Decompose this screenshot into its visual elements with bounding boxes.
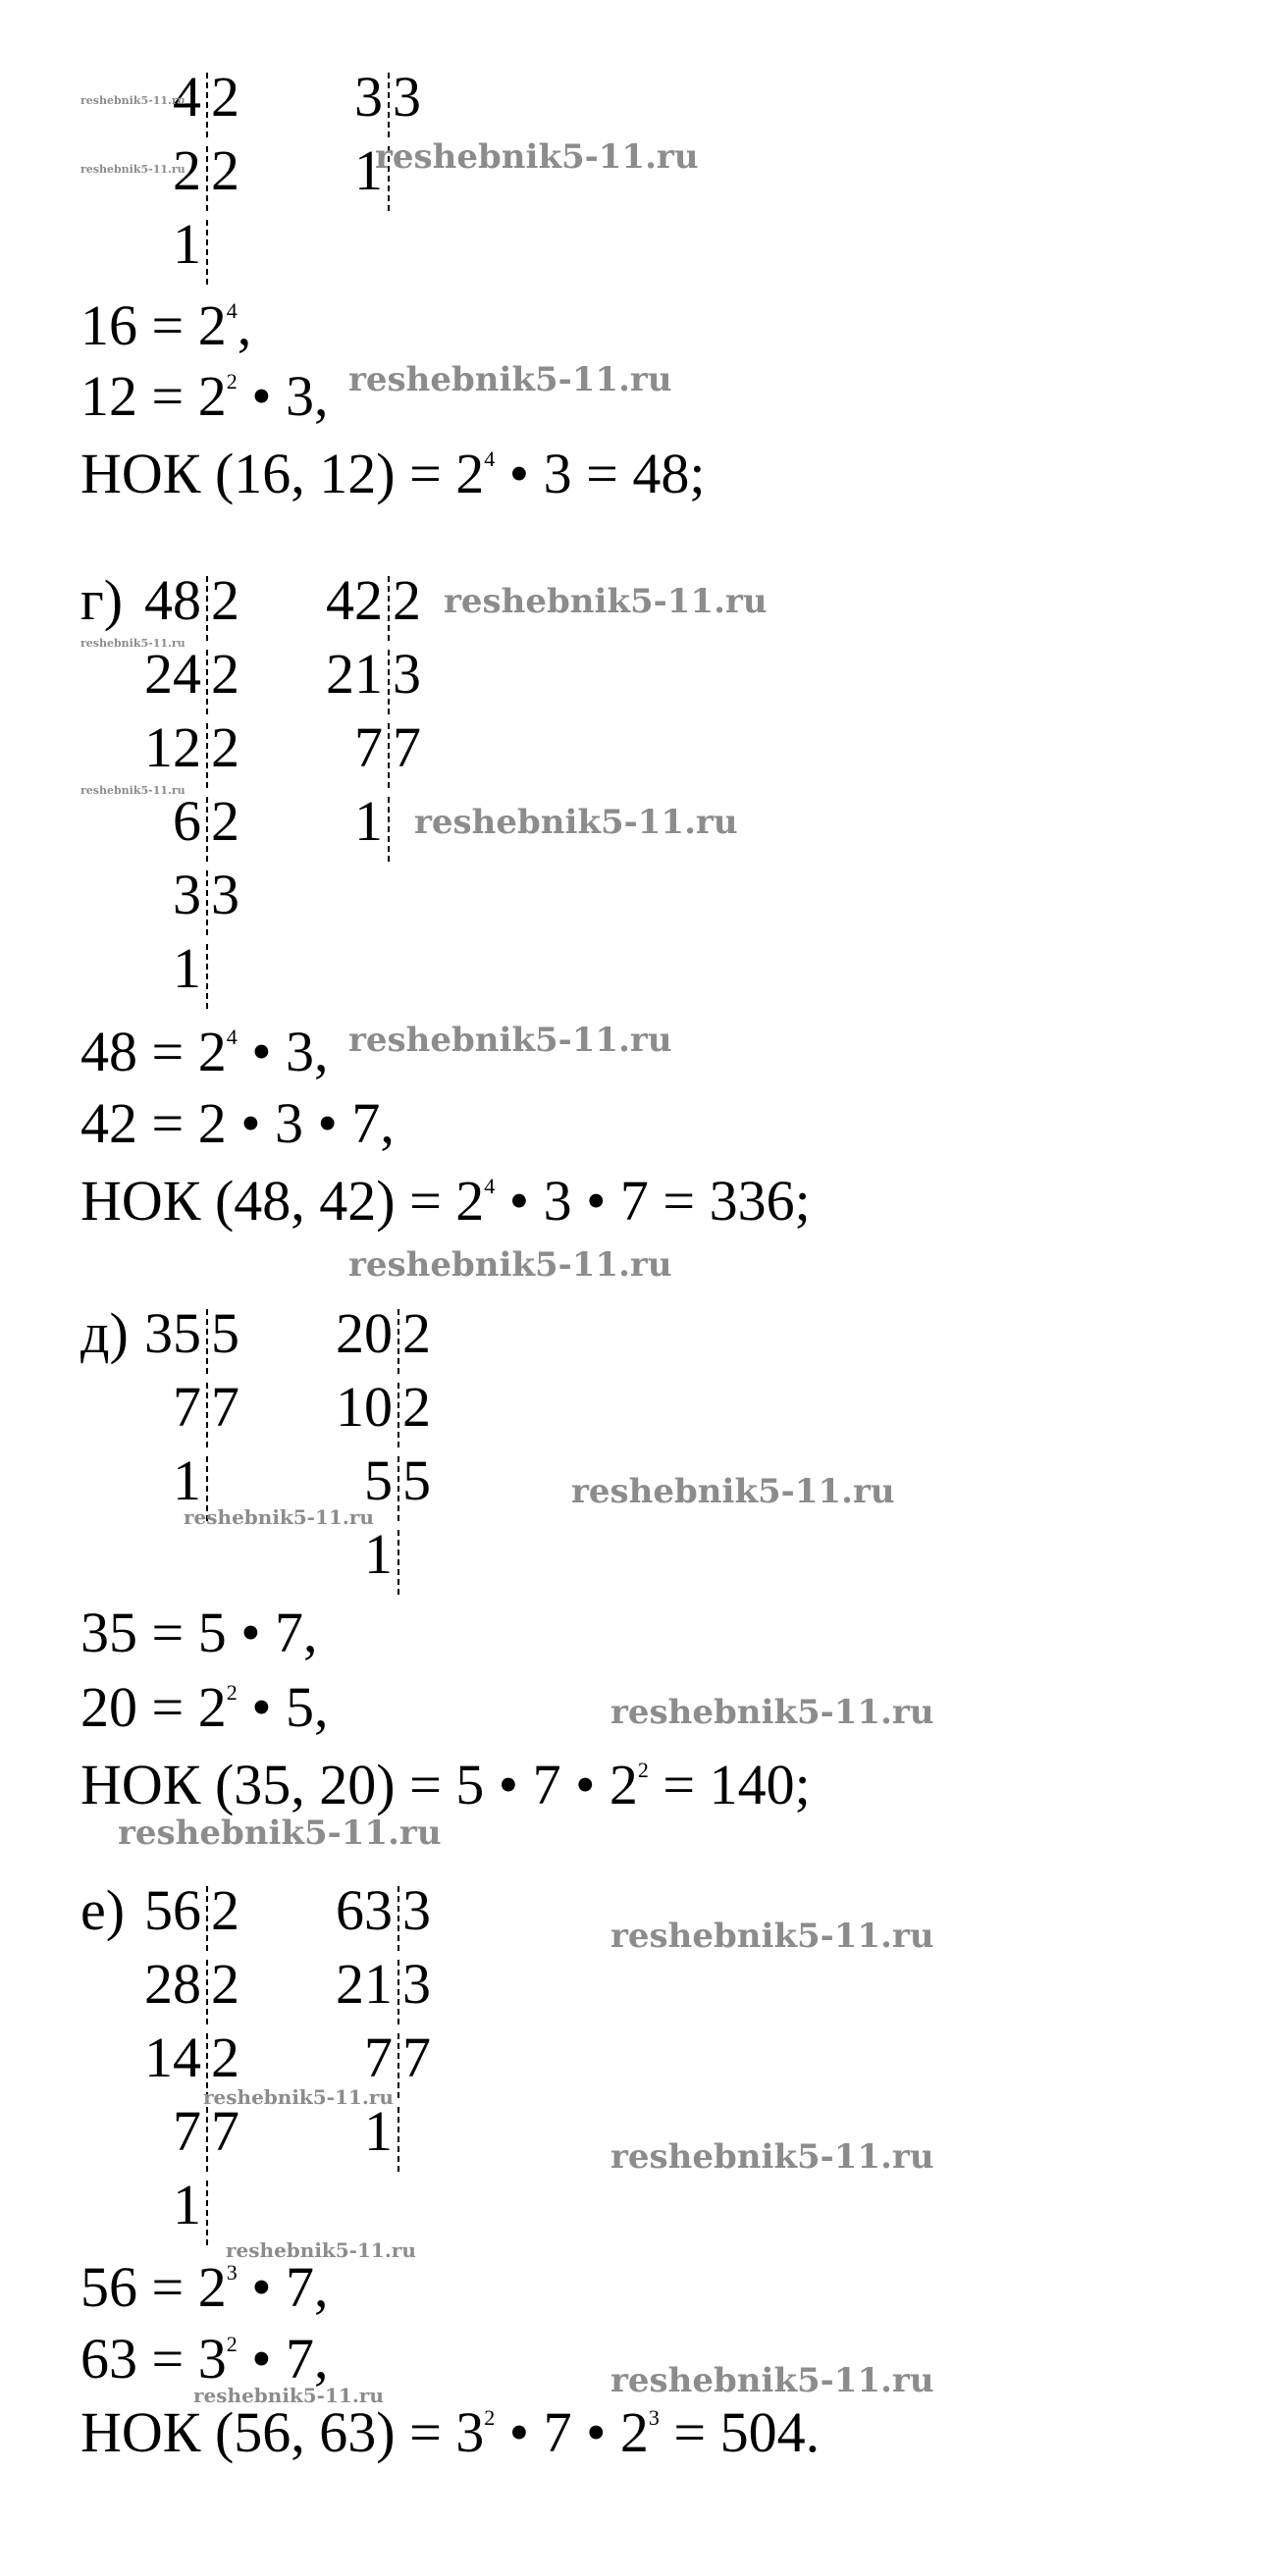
division-bar <box>206 650 208 714</box>
division-bar <box>206 2107 208 2172</box>
divisor: 2 <box>402 1301 431 1365</box>
watermark: reshebnik5-11.ru <box>375 137 699 177</box>
divisor: 5 <box>211 1301 239 1365</box>
divisor: 7 <box>211 2099 239 2163</box>
watermark: reshebnik5-11.ru <box>571 1472 895 1511</box>
divisor: 5 <box>402 1448 431 1512</box>
watermark: reshebnik5-11.ru <box>193 2384 384 2407</box>
nok-g: НОК (48, $42) = 2^4$ • 3 • 7 = 336; <box>80 1169 811 1233</box>
label-g: г) <box>80 568 124 632</box>
dividend: 1 <box>354 138 383 202</box>
dividend: 3 <box>173 863 201 926</box>
factor-row <box>250 568 466 647</box>
label-d: д) <box>80 1301 129 1365</box>
watermark: reshebnik5-11.ru <box>414 803 738 842</box>
division-bar <box>398 2033 399 2098</box>
dividend: 7 <box>173 1375 201 1439</box>
dividend: 42 <box>326 568 383 632</box>
division-bar <box>206 797 208 862</box>
dividend: 20 <box>336 1301 393 1365</box>
dividend: 1 <box>173 2173 201 2236</box>
division-bar <box>388 73 390 137</box>
division-bar <box>398 1309 399 1374</box>
factor-row <box>69 1301 285 1380</box>
divisor: 2 <box>211 568 239 632</box>
division-bar <box>206 1383 208 1447</box>
division-bar <box>206 1309 208 1374</box>
division-bar <box>398 2107 399 2172</box>
equation-g-42: 42 = 2 • 3 • 7, <box>80 1091 395 1155</box>
division-bar <box>398 1960 399 2024</box>
divisor: 2 <box>211 65 239 129</box>
dividend: 10 <box>336 1375 393 1439</box>
dividend: 48 <box>144 568 201 632</box>
watermark: reshebnik5-11.ru <box>184 1505 374 1529</box>
factor-row <box>69 1878 285 1957</box>
dividend: 21 <box>336 1952 393 2016</box>
nok-d: НОК (35, 20) = 5 • 7 • $2^2 = 140$; <box>80 1753 811 1816</box>
divisor: 2 <box>211 2025 239 2089</box>
factor-row <box>69 212 285 290</box>
factor-row <box>260 1375 476 1453</box>
factor-row <box>250 65 466 143</box>
label-e: е) <box>80 1878 126 1942</box>
dividend: 1 <box>173 212 201 276</box>
divisor: 2 <box>211 138 239 202</box>
divisor: 3 <box>211 863 239 926</box>
divisor: 2 <box>393 568 421 632</box>
watermark: reshebnik5-11.ru <box>348 1021 672 1060</box>
division-bar <box>398 1530 399 1595</box>
division-bar <box>206 2181 208 2245</box>
factor-row <box>69 1952 285 2030</box>
factor-row <box>250 642 466 720</box>
nok-c: НОК (16, $12) = 2^4$ • 3 = 48; <box>80 442 706 505</box>
divisor: 2 <box>211 789 239 853</box>
division-bar <box>388 650 390 714</box>
factor-row <box>260 1522 476 1601</box>
divisor: 2 <box>402 1375 431 1439</box>
factor-row <box>260 2099 476 2178</box>
division-bar <box>398 1456 399 1521</box>
divisor: 3 <box>402 1952 431 2016</box>
watermark: reshebnik5-11.ru <box>348 1245 672 1285</box>
watermark: reshebnik5-11.ru <box>610 1917 934 1956</box>
division-bar <box>206 146 208 211</box>
equation-e-56: $56 = 2^3$ • 7, <box>80 2255 329 2319</box>
equation-e-63: $63 = 3^2$ • 7, <box>80 2327 329 2391</box>
dividend: 7 <box>173 2099 201 2163</box>
watermark: reshebnik5-11.ru <box>610 2361 934 2400</box>
division-bar <box>206 220 208 285</box>
division-bar <box>398 1886 399 1951</box>
watermark: reshebnik5-11.ru <box>80 163 186 176</box>
dividend: 7 <box>364 2025 393 2089</box>
dividend: 12 <box>144 715 201 779</box>
divisor: 7 <box>211 1375 239 1439</box>
dividend: 2 <box>173 138 201 202</box>
dividend: 21 <box>326 642 383 706</box>
dividend: 1 <box>354 789 383 853</box>
division-bar <box>398 1383 399 1447</box>
dividend: 3 <box>354 65 383 129</box>
division-bar <box>206 870 208 935</box>
watermark: reshebnik5-11.ru <box>118 1814 442 1853</box>
divisor: 2 <box>211 1952 239 2016</box>
division-bar <box>206 1886 208 1951</box>
dividend: 1 <box>173 936 201 1000</box>
dividend: 1 <box>364 1522 393 1586</box>
watermark: reshebnik5-11.ru <box>80 784 186 797</box>
watermark: reshebnik5-11.ru <box>444 582 768 621</box>
division-bar <box>206 1960 208 2024</box>
equation-c-16: $16 = 2^4$, <box>80 293 252 357</box>
divisor: 2 <box>211 1878 239 1942</box>
divisor: 7 <box>402 2025 431 2089</box>
divisor: 2 <box>211 715 239 779</box>
division-bar <box>206 73 208 137</box>
division-bar <box>388 576 390 641</box>
factor-row <box>250 715 466 794</box>
dividend: 35 <box>144 1301 201 1365</box>
division-bar <box>206 576 208 641</box>
dividend: 1 <box>364 2099 393 2163</box>
equation-d-20: $20 = 2^2$ • 5, <box>80 1675 329 1739</box>
equation-c-12: $12 = 2^2$ • 3, <box>80 364 329 428</box>
dividend: 28 <box>144 1952 201 2016</box>
watermark: reshebnik5-11.ru <box>80 637 186 650</box>
divisor: 2 <box>211 642 239 706</box>
factor-row <box>69 2099 285 2178</box>
dividend: 4 <box>173 65 201 129</box>
divisor: 7 <box>393 715 421 779</box>
dividend: 63 <box>336 1878 393 1942</box>
factor-row <box>260 1952 476 2030</box>
dividend: 6 <box>173 789 201 853</box>
division-bar <box>206 723 208 788</box>
divisor: 3 <box>393 642 421 706</box>
divisor: 3 <box>393 65 421 129</box>
factor-row <box>69 1375 285 1453</box>
nok-e: НОК (56, $63) = 3^2$ • 7 • $2^3 = 504$. <box>80 2400 821 2464</box>
division-bar <box>388 723 390 788</box>
dividend: 24 <box>144 642 201 706</box>
divisor: 3 <box>402 1878 431 1942</box>
watermark: reshebnik5-11.ru <box>226 2238 416 2262</box>
division-bar <box>388 797 390 862</box>
factor-row <box>260 1301 476 1380</box>
watermark: reshebnik5-11.ru <box>348 360 672 399</box>
watermark: reshebnik5-11.ru <box>610 1693 934 1732</box>
equation-g-48: $48 = 2^4$ • 3, <box>80 1020 329 1083</box>
factor-row <box>69 936 285 1015</box>
factor-row <box>69 863 285 941</box>
division-bar <box>206 944 208 1009</box>
factor-row <box>260 1878 476 1957</box>
dividend: 56 <box>144 1878 201 1942</box>
equation-d-35: 35 = 5 • 7, <box>80 1601 318 1664</box>
dividend: 5 <box>364 1448 393 1512</box>
dividend: 7 <box>354 715 383 779</box>
dividend: 1 <box>173 1448 201 1512</box>
watermark: reshebnik5-11.ru <box>203 2085 394 2109</box>
watermark: reshebnik5-11.ru <box>610 2137 934 2177</box>
dividend: 14 <box>144 2025 201 2089</box>
watermark: reshebnik5-11.ru <box>80 94 186 107</box>
